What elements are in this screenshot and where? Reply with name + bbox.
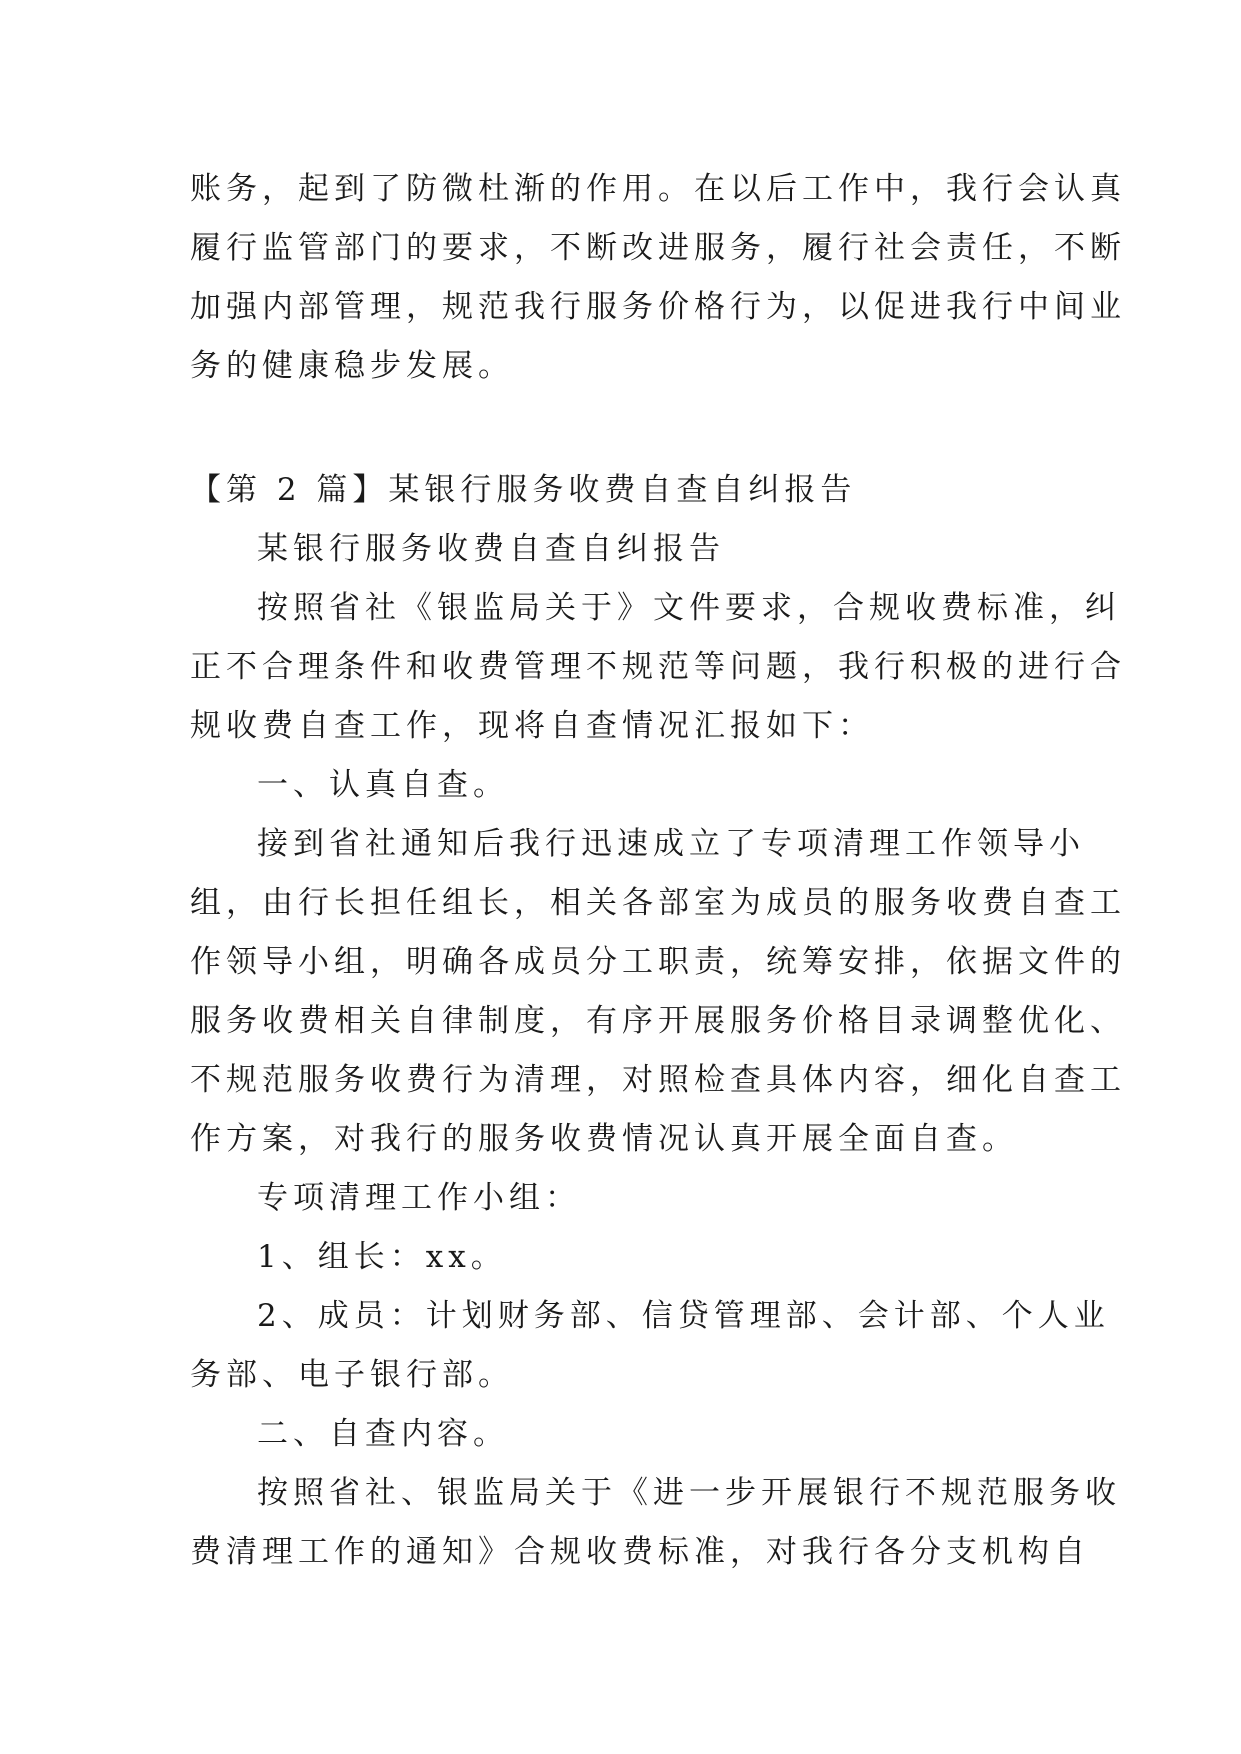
- text-line: 2、成员：计划财务部、信贷管理部、会计部、个人业: [257, 1298, 1110, 1334]
- group-title: 专项清理工作小组：: [257, 1180, 581, 1216]
- self-check-paragraph: [190, 815, 1126, 1169]
- text-line: 账务，起到了防微杜渐的作用。在以后工作中，我行会认真: [190, 171, 1126, 207]
- content-paragraph: [190, 1464, 1121, 1582]
- text-line: 履行监管部门的要求，不断改进服务，履行社会责任，不断: [190, 230, 1126, 266]
- text-line: 接到省社通知后我行迅速成立了专项清理工作领导小: [257, 826, 1085, 862]
- list-item-members: [190, 1287, 1110, 1405]
- text-line: 正不合理条件和收费管理不规范等问题，我行积极的进行合: [190, 649, 1126, 685]
- text-line: 按照省社《银监局关于》文件要求，合规收费标准，纠: [257, 590, 1121, 626]
- opening-paragraph: [190, 579, 1126, 756]
- text-line: 作方案，对我行的服务收费情况认真开展全面自查。: [190, 1121, 1018, 1157]
- text-line: 规收费自查工作，现将自查情况汇报如下：: [190, 708, 874, 744]
- text-line: 费清理工作的通知》合规收费标准，对我行各分支机构自: [190, 1534, 1090, 1570]
- intro-paragraph: [190, 160, 1126, 396]
- document-body: [190, 160, 1126, 1582]
- text-line: 按照省社、银监局关于《进一步开展银行不规范服务收: [257, 1475, 1121, 1511]
- heading-one: 一、认真自查。: [257, 767, 509, 803]
- text-line: 作领导小组，明确各成员分工职责，统筹安排，依据文件的: [190, 944, 1126, 980]
- text-line: 务的健康稳步发展。: [190, 348, 514, 384]
- report-subheading: 某银行服务收费自查自纠报告: [257, 531, 725, 567]
- heading-two: 二、自查内容。: [257, 1416, 509, 1452]
- text-line: 服务收费相关自律制度，有序开展服务价格目录调整优化、: [190, 1003, 1126, 1039]
- text-line: 不规范服务收费行为清理，对照检查具体内容，细化自查工: [190, 1062, 1126, 1098]
- list-item-leader: 1、组长：xx。: [257, 1239, 507, 1275]
- text-line: 务部、电子银行部。: [190, 1357, 514, 1393]
- section-heading: 【第 2 篇】某银行服务收费自查自纠报告: [190, 472, 857, 508]
- text-line: 组，由行长担任组长，相关各部室为成员的服务收费自查工: [190, 885, 1126, 921]
- text-line: 加强内部管理，规范我行服务价格行为，以促进我行中间业: [190, 289, 1126, 325]
